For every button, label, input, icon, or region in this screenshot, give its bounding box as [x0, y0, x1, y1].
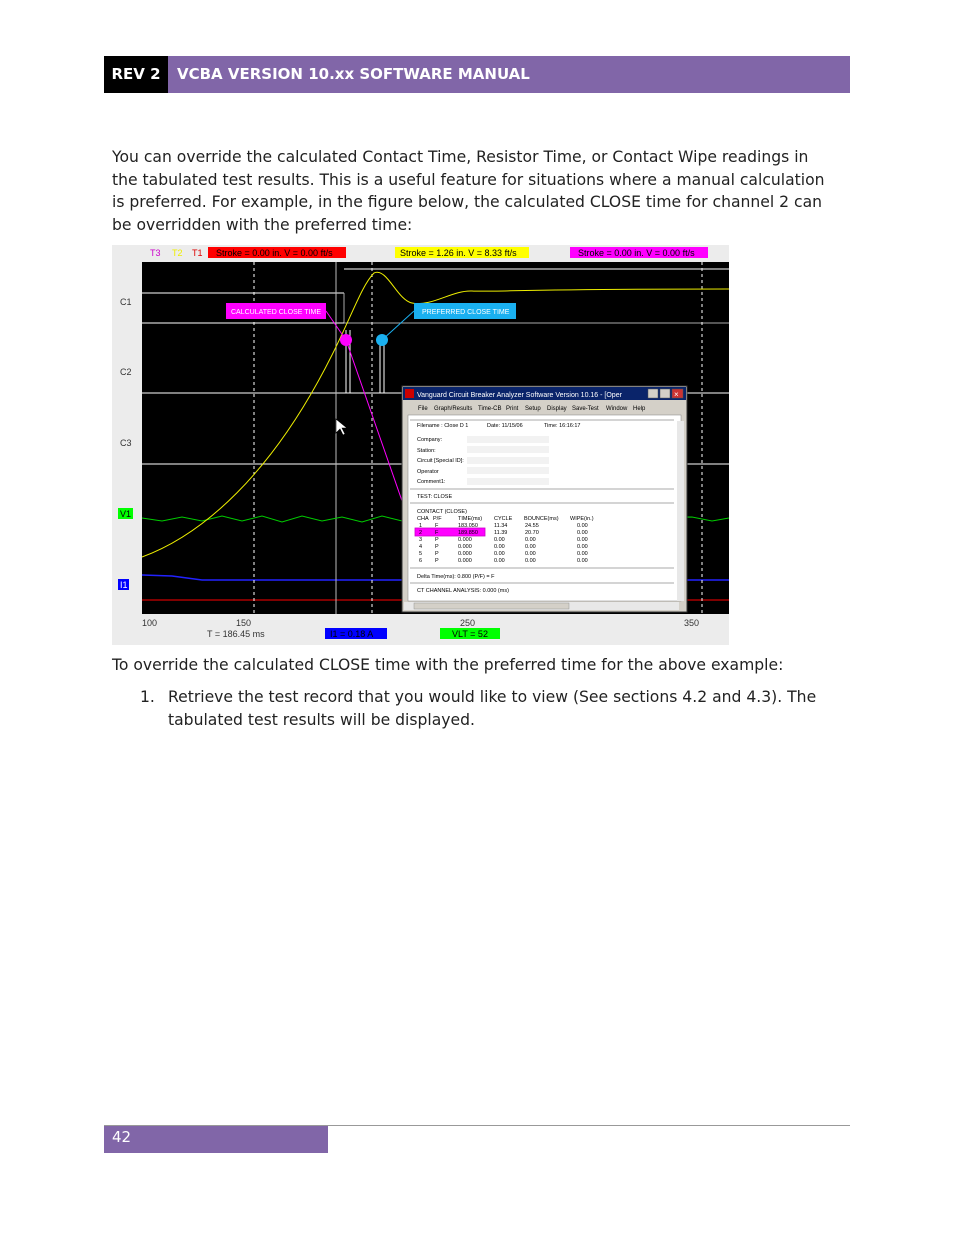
t1-label: T1	[192, 248, 203, 258]
results-window[interactable]	[402, 386, 687, 612]
manual-title: VCBA VERSION 10.xx SOFTWARE MANUAL	[177, 65, 530, 83]
table-cell: 0.00	[525, 558, 536, 564]
menu-graph-results[interactable]: Graph/Results	[434, 406, 473, 412]
t2-label: T2	[172, 248, 183, 258]
menu-display[interactable]: Display	[547, 406, 567, 412]
col-wipe: WIPE(in.)	[570, 516, 594, 522]
t3-label: T3	[150, 248, 161, 258]
list-text: Retrieve the test record that you would like to view (See sections 4.2 and 4.3). The tabulated test results will be displayed.	[168, 688, 817, 729]
col-pf: P/F	[433, 516, 442, 522]
table-cell: 11.39	[494, 530, 508, 536]
table-cell: F	[435, 530, 439, 536]
tick-150: 150	[236, 618, 252, 628]
channel-i1: I1	[120, 580, 128, 590]
delta-time: Delta Time(ms): 0.800 (P/F) = F	[417, 574, 495, 580]
stroke-magenta-text: Stroke = 0.00 in. V = 0.00 ft/s	[578, 248, 695, 258]
app-icon	[405, 389, 414, 398]
table-cell: 0.00	[494, 537, 505, 543]
table-cell: P	[435, 544, 439, 550]
table-cell: 0.00	[577, 558, 588, 564]
table-cell: 1	[419, 523, 423, 529]
maximize-button[interactable]	[660, 389, 670, 398]
time-field: Time: 16:16:17	[544, 423, 581, 429]
table-cell: 189.850	[458, 530, 478, 536]
table-cell: 0.00	[577, 523, 588, 529]
revision-label: REV 2	[104, 56, 168, 93]
table-cell: 0.00	[577, 551, 588, 557]
list-number: 1.	[140, 688, 155, 706]
col-time: TIME(ms)	[458, 516, 483, 522]
col-bounce: BOUNCE(ms)	[524, 516, 559, 522]
channel-c1: C1	[120, 297, 132, 307]
test-type: TEST: CLOSE	[417, 494, 453, 500]
pref-close-text: PREFERRED CLOSE TIME	[422, 309, 510, 316]
screenshot-figure	[112, 245, 729, 645]
table-cell: 0.00	[525, 537, 536, 543]
date-field: Date: 11/15/06	[487, 423, 523, 429]
table-cell: 24.55	[525, 523, 539, 529]
table-cell: 0.00	[525, 544, 536, 550]
table-cell: 0.000	[458, 537, 472, 543]
menu-setup[interactable]: Setup	[525, 406, 541, 412]
table-cell: 0.00	[577, 544, 588, 550]
table-cell: 0.00	[494, 544, 505, 550]
table-cell: 0.00	[577, 537, 588, 543]
menu-window[interactable]: Window	[606, 406, 628, 412]
contact-heading: CONTACT (CLOSE)	[417, 509, 467, 515]
table-cell: 0.00	[577, 530, 588, 536]
col-cha: CHA	[417, 516, 429, 522]
ct-analysis: CT CHANNEL ANALYSIS: 0.000 (ms)	[417, 588, 509, 594]
table-cell: 0.000	[458, 551, 472, 557]
channel-v1: V1	[120, 509, 132, 519]
comment-label: Comment1:	[417, 479, 446, 485]
table-cell: P	[435, 558, 439, 564]
table-cell: 5	[419, 551, 423, 557]
table-cell: F	[435, 523, 439, 529]
table-cell: 183.050	[458, 523, 478, 529]
intro-paragraph: You can override the calculated Contact Time, Resistor Time, or Contact Wipe readings in the tabulated test results. This is a useful feature for situations where a manual calculation is preferred. For example, in the figure below, the calculated CLOSE time for channel 2 can be overridden with the preferred time:	[112, 148, 825, 234]
tick-350: 350	[684, 618, 700, 628]
scroll-thumb[interactable]	[414, 603, 569, 609]
page-header	[104, 56, 850, 93]
calc-close-text: CALCULATED CLOSE TIME	[231, 309, 321, 316]
operator-input[interactable]	[467, 467, 549, 474]
tick-250: 250	[460, 618, 476, 628]
table-cell: 0.00	[494, 558, 505, 564]
minimize-button[interactable]	[648, 389, 658, 398]
menu-print[interactable]: Print	[506, 406, 519, 412]
comment-input[interactable]	[467, 478, 549, 485]
table-cell: P	[435, 537, 439, 543]
graph-svg	[112, 245, 729, 645]
tick-100: 100	[142, 618, 158, 628]
col-cycle: CYCLE	[494, 516, 513, 522]
filename-field: Filename : Close D 1	[417, 423, 469, 429]
menu-save-test[interactable]: Save-Test	[572, 406, 599, 412]
station-input[interactable]	[467, 446, 549, 453]
table-cell: 20.70	[525, 530, 539, 536]
station-label: Station:	[417, 448, 436, 454]
circuit-input[interactable]	[467, 457, 549, 464]
i1-readout: I1 = 0.18 A	[330, 629, 374, 639]
table-cell: 3	[419, 537, 423, 543]
pref-close-marker[interactable]	[376, 334, 388, 346]
page-number: 42	[104, 1126, 328, 1153]
channel-c3: C3	[120, 438, 132, 448]
table-cell: 0.00	[494, 551, 505, 557]
stroke-red-text: Stroke = 0.00 in. V = 0.00 ft/s	[216, 248, 333, 258]
channel-c2: C2	[120, 367, 132, 377]
table-cell: 6	[419, 558, 423, 564]
vertical-scrollbar[interactable]	[677, 421, 684, 601]
close-icon: ×	[674, 390, 679, 399]
vlt-readout: VLT = 52	[452, 629, 488, 639]
operator-label: Operator	[417, 469, 439, 475]
table-cell: 2	[419, 530, 423, 536]
table-cell: P	[435, 551, 439, 557]
window-title: Vanguard Circuit Breaker Analyzer Software Version 10.16 - [Oper	[417, 392, 622, 399]
table-cell: 0.000	[458, 544, 472, 550]
table-cell: 4	[419, 544, 423, 550]
company-input[interactable]	[467, 436, 549, 443]
table-cell: 11.34	[494, 523, 508, 529]
menu-help[interactable]: Help	[633, 406, 646, 412]
stroke-yellow-text: Stroke = 1.26 in. V = 8.33 ft/s	[400, 248, 517, 258]
instruction-paragraph: To override the calculated CLOSE time with the preferred time for the above example:	[112, 656, 784, 674]
circuit-label: Circuit [Special ID]:	[417, 458, 464, 464]
table-cell: 0.000	[458, 558, 472, 564]
table-cell: 0.00	[525, 551, 536, 557]
menu-file[interactable]: File	[418, 406, 428, 412]
company-label: Company:	[417, 437, 443, 443]
time-readout: T = 186.45 ms	[207, 629, 265, 639]
menu-time-cb[interactable]: Time-CB	[478, 406, 502, 412]
